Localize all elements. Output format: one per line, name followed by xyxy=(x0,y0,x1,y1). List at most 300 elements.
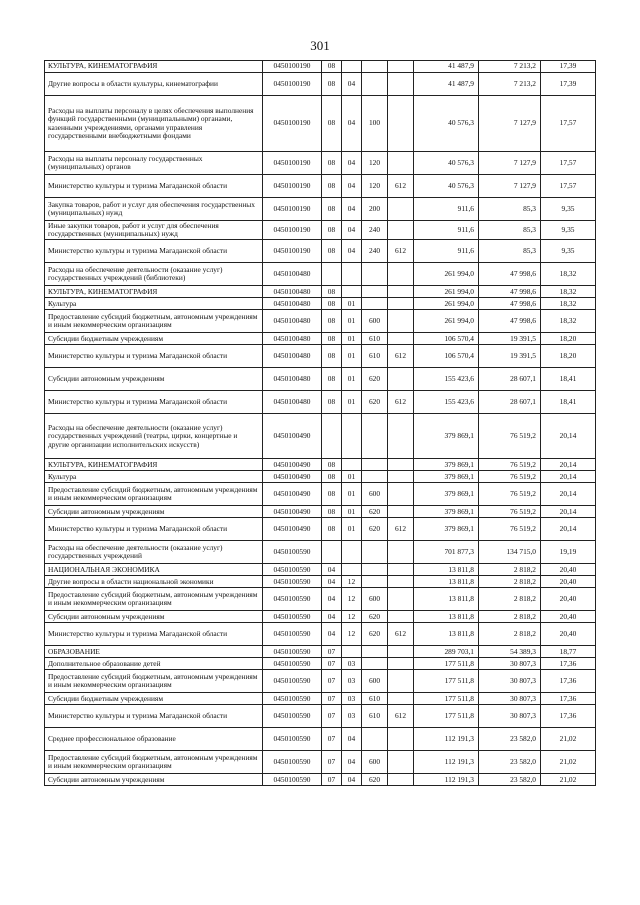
agency-code-cell xyxy=(388,198,414,221)
subsection-cell: 12 xyxy=(342,576,362,588)
table-row xyxy=(45,658,596,670)
planned-amount-cell: 13 811,8 xyxy=(414,564,479,576)
actual-amount-cell: 23 582,0 xyxy=(479,728,541,751)
table-row xyxy=(45,96,596,152)
actual-amount-cell: 23 582,0 xyxy=(479,751,541,774)
actual-amount-cell: 28 607,1 xyxy=(479,391,541,414)
subsection-cell: 04 xyxy=(342,751,362,774)
planned-amount-cell: 13 811,8 xyxy=(414,623,479,646)
target-code-cell: 0450100190 xyxy=(263,240,322,263)
section-cell: 07 xyxy=(322,693,342,705)
agency-code-cell xyxy=(388,61,414,73)
execution-percent-cell: 18,32 xyxy=(541,263,596,286)
target-code-cell: 0450100590 xyxy=(263,705,322,728)
row-name-cell: Министерство культуры и туризма Магаданской области xyxy=(45,391,263,414)
subsection-cell: 03 xyxy=(342,670,362,693)
section-cell xyxy=(322,414,342,459)
agency-code-cell xyxy=(388,459,414,471)
section-cell: 04 xyxy=(322,623,342,646)
table-row xyxy=(45,298,596,310)
row-name-cell: Субсидии автономным учреждениям xyxy=(45,774,263,786)
actual-amount-cell: 7 127,9 xyxy=(479,96,541,152)
actual-amount-cell: 47 998,6 xyxy=(479,298,541,310)
actual-amount-cell: 30 807,3 xyxy=(479,670,541,693)
section-cell xyxy=(322,263,342,286)
section-cell: 08 xyxy=(322,310,342,333)
agency-code-cell xyxy=(388,646,414,658)
actual-amount-cell: 47 998,6 xyxy=(479,286,541,298)
expense-type-cell: 620 xyxy=(362,623,388,646)
target-code-cell: 0450100480 xyxy=(263,286,322,298)
expense-type-cell: 600 xyxy=(362,588,388,611)
subsection-cell xyxy=(342,459,362,471)
execution-percent-cell: 9,35 xyxy=(541,240,596,263)
actual-amount-cell: 2 818,2 xyxy=(479,576,541,588)
execution-percent-cell: 18,41 xyxy=(541,391,596,414)
table-row xyxy=(45,391,596,414)
row-name-cell: НАЦИОНАЛЬНАЯ ЭКОНОМИКА xyxy=(45,564,263,576)
expense-type-cell: 200 xyxy=(362,198,388,221)
planned-amount-cell: 112 191,3 xyxy=(414,728,479,751)
execution-percent-cell: 9,35 xyxy=(541,221,596,240)
expense-type-cell xyxy=(362,263,388,286)
actual-amount-cell: 28 607,1 xyxy=(479,368,541,391)
execution-percent-cell: 17,57 xyxy=(541,175,596,198)
expense-type-cell: 240 xyxy=(362,240,388,263)
actual-amount-cell: 85,3 xyxy=(479,198,541,221)
actual-amount-cell: 47 998,6 xyxy=(479,263,541,286)
section-cell: 08 xyxy=(322,506,342,518)
row-name-cell: Дополнительное образование детей xyxy=(45,658,263,670)
section-cell: 08 xyxy=(322,240,342,263)
table-row xyxy=(45,414,596,459)
agency-code-cell xyxy=(388,588,414,611)
target-code-cell: 0450100590 xyxy=(263,728,322,751)
row-name-cell: Предоставление субсидий бюджетным, автономным учреждениям и иным некоммерческим организациям xyxy=(45,751,263,774)
actual-amount-cell: 76 519,2 xyxy=(479,471,541,483)
row-name-cell: Расходы на обеспечение деятельности (оказание услуг) государственных учреждений (библиотеки) xyxy=(45,263,263,286)
expense-type-cell: 240 xyxy=(362,221,388,240)
section-cell: 04 xyxy=(322,588,342,611)
table-row xyxy=(45,728,596,751)
table-row xyxy=(45,368,596,391)
planned-amount-cell: 41 487,9 xyxy=(414,61,479,73)
execution-percent-cell: 20,40 xyxy=(541,588,596,611)
planned-amount-cell: 379 869,1 xyxy=(414,506,479,518)
target-code-cell: 0450100480 xyxy=(263,391,322,414)
agency-code-cell xyxy=(388,611,414,623)
planned-amount-cell: 13 811,8 xyxy=(414,576,479,588)
expense-type-cell: 620 xyxy=(362,611,388,623)
target-code-cell: 0450100590 xyxy=(263,774,322,786)
actual-amount-cell: 85,3 xyxy=(479,221,541,240)
execution-percent-cell: 17,36 xyxy=(541,670,596,693)
execution-percent-cell: 20,14 xyxy=(541,471,596,483)
execution-percent-cell: 20,14 xyxy=(541,459,596,471)
row-name-cell: КУЛЬТУРА, КИНЕМАТОГРАФИЯ xyxy=(45,61,263,73)
execution-percent-cell: 20,40 xyxy=(541,623,596,646)
expense-type-cell: 600 xyxy=(362,310,388,333)
planned-amount-cell: 112 191,3 xyxy=(414,751,479,774)
planned-amount-cell: 106 570,4 xyxy=(414,345,479,368)
actual-amount-cell: 23 582,0 xyxy=(479,774,541,786)
execution-percent-cell: 17,36 xyxy=(541,693,596,705)
execution-percent-cell: 20,40 xyxy=(541,564,596,576)
actual-amount-cell: 7 127,9 xyxy=(479,175,541,198)
section-cell: 08 xyxy=(322,221,342,240)
expense-type-cell: 620 xyxy=(362,518,388,541)
agency-code-cell xyxy=(388,751,414,774)
execution-percent-cell: 18,32 xyxy=(541,286,596,298)
row-name-cell: Министерство культуры и туризма Магаданской области xyxy=(45,345,263,368)
section-cell: 07 xyxy=(322,728,342,751)
row-name-cell: Субсидии автономным учреждениям xyxy=(45,611,263,623)
row-name-cell: Министерство культуры и туризма Магаданской области xyxy=(45,705,263,728)
section-cell: 08 xyxy=(322,96,342,152)
expense-type-cell xyxy=(362,471,388,483)
agency-code-cell xyxy=(388,286,414,298)
subsection-cell: 01 xyxy=(342,368,362,391)
table-row xyxy=(45,333,596,345)
execution-percent-cell: 21,02 xyxy=(541,728,596,751)
actual-amount-cell: 134 715,0 xyxy=(479,541,541,564)
subsection-cell: 04 xyxy=(342,175,362,198)
table-row xyxy=(45,693,596,705)
planned-amount-cell: 13 811,8 xyxy=(414,611,479,623)
section-cell: 08 xyxy=(322,286,342,298)
section-cell: 08 xyxy=(322,483,342,506)
expense-type-cell xyxy=(362,646,388,658)
execution-percent-cell: 20,40 xyxy=(541,576,596,588)
row-name-cell: Министерство культуры и туризма Магаданской области xyxy=(45,175,263,198)
table-row xyxy=(45,152,596,175)
execution-percent-cell: 17,39 xyxy=(541,73,596,96)
subsection-cell: 04 xyxy=(342,221,362,240)
execution-percent-cell: 17,36 xyxy=(541,658,596,670)
actual-amount-cell: 76 519,2 xyxy=(479,483,541,506)
table-row xyxy=(45,240,596,263)
table-row xyxy=(45,646,596,658)
subsection-cell: 01 xyxy=(342,471,362,483)
expense-type-cell xyxy=(362,286,388,298)
actual-amount-cell: 76 519,2 xyxy=(479,506,541,518)
subsection-cell: 12 xyxy=(342,611,362,623)
target-code-cell: 0450100590 xyxy=(263,541,322,564)
expense-type-cell: 600 xyxy=(362,483,388,506)
section-cell: 07 xyxy=(322,705,342,728)
actual-amount-cell: 2 818,2 xyxy=(479,588,541,611)
agency-code-cell xyxy=(388,541,414,564)
target-code-cell: 0450100590 xyxy=(263,623,322,646)
execution-percent-cell: 20,14 xyxy=(541,518,596,541)
actual-amount-cell: 2 818,2 xyxy=(479,623,541,646)
row-name-cell: Министерство культуры и туризма Магаданской области xyxy=(45,623,263,646)
subsection-cell: 04 xyxy=(342,774,362,786)
section-cell: 08 xyxy=(322,391,342,414)
row-name-cell: Закупка товаров, работ и услуг для обеспечения государственных (муниципальных) нужд xyxy=(45,198,263,221)
table-row xyxy=(45,588,596,611)
planned-amount-cell: 106 570,4 xyxy=(414,333,479,345)
section-cell: 08 xyxy=(322,471,342,483)
agency-code-cell xyxy=(388,728,414,751)
actual-amount-cell: 30 807,3 xyxy=(479,693,541,705)
expense-type-cell: 120 xyxy=(362,152,388,175)
planned-amount-cell: 40 576,3 xyxy=(414,96,479,152)
execution-percent-cell: 18,20 xyxy=(541,333,596,345)
agency-code-cell xyxy=(388,263,414,286)
section-cell: 08 xyxy=(322,198,342,221)
section-cell: 08 xyxy=(322,345,342,368)
section-cell: 08 xyxy=(322,152,342,175)
expense-type-cell xyxy=(362,459,388,471)
table-row xyxy=(45,73,596,96)
row-name-cell: Министерство культуры и туризма Магаданской области xyxy=(45,518,263,541)
agency-code-cell xyxy=(388,310,414,333)
table-row xyxy=(45,541,596,564)
expense-type-cell: 610 xyxy=(362,705,388,728)
planned-amount-cell: 379 869,1 xyxy=(414,414,479,459)
actual-amount-cell: 2 818,2 xyxy=(479,564,541,576)
row-name-cell: КУЛЬТУРА, КИНЕМАТОГРАФИЯ xyxy=(45,459,263,471)
table-row xyxy=(45,61,596,73)
section-cell: 04 xyxy=(322,611,342,623)
section-cell: 08 xyxy=(322,333,342,345)
target-code-cell: 0450100190 xyxy=(263,96,322,152)
row-name-cell: Иные закупки товаров, работ и услуг для обеспечения государственных (муниципальных) нужд xyxy=(45,221,263,240)
planned-amount-cell: 112 191,3 xyxy=(414,774,479,786)
planned-amount-cell: 379 869,1 xyxy=(414,518,479,541)
row-name-cell: Субсидии автономным учреждениям xyxy=(45,368,263,391)
expense-type-cell: 610 xyxy=(362,345,388,368)
agency-code-cell xyxy=(388,564,414,576)
execution-percent-cell: 20,14 xyxy=(541,506,596,518)
expense-type-cell xyxy=(362,541,388,564)
row-name-cell: Среднее профессиональное образование xyxy=(45,728,263,751)
target-code-cell: 0450100190 xyxy=(263,221,322,240)
subsection-cell: 04 xyxy=(342,198,362,221)
planned-amount-cell: 701 877,3 xyxy=(414,541,479,564)
target-code-cell: 0450100480 xyxy=(263,368,322,391)
agency-code-cell xyxy=(388,483,414,506)
budget-table-body xyxy=(45,61,596,786)
section-cell: 07 xyxy=(322,646,342,658)
planned-amount-cell: 41 487,9 xyxy=(414,73,479,96)
planned-amount-cell: 177 511,8 xyxy=(414,670,479,693)
row-name-cell: Культура xyxy=(45,471,263,483)
row-name-cell: Культура xyxy=(45,298,263,310)
row-name-cell: Предоставление субсидий бюджетным, автономным учреждениям и иным некоммерческим организациям xyxy=(45,588,263,611)
section-cell: 07 xyxy=(322,751,342,774)
agency-code-cell xyxy=(388,221,414,240)
actual-amount-cell: 76 519,2 xyxy=(479,518,541,541)
expense-type-cell xyxy=(362,73,388,96)
section-cell: 04 xyxy=(322,564,342,576)
expense-type-cell: 620 xyxy=(362,506,388,518)
expense-type-cell xyxy=(362,576,388,588)
agency-code-cell xyxy=(388,96,414,152)
row-name-cell: Предоставление субсидий бюджетным, автономным учреждениям и иным некоммерческим организациям xyxy=(45,670,263,693)
section-cell: 08 xyxy=(322,175,342,198)
actual-amount-cell: 19 391,5 xyxy=(479,345,541,368)
row-name-cell: Субсидии бюджетным учреждениям xyxy=(45,693,263,705)
actual-amount-cell: 76 519,2 xyxy=(479,414,541,459)
target-code-cell: 0450100490 xyxy=(263,518,322,541)
planned-amount-cell: 261 994,0 xyxy=(414,298,479,310)
expense-type-cell xyxy=(362,658,388,670)
target-code-cell: 0450100490 xyxy=(263,414,322,459)
planned-amount-cell: 177 511,8 xyxy=(414,705,479,728)
target-code-cell: 0450100480 xyxy=(263,310,322,333)
row-name-cell: Расходы на выплаты персоналу в целях обеспечения выполнения функций государственными (муниципальными) органами, казенными учреждениями, органами управления государственными внебюджетными фондами xyxy=(45,96,263,152)
target-code-cell: 0450100190 xyxy=(263,175,322,198)
expense-type-cell xyxy=(362,414,388,459)
planned-amount-cell: 289 703,1 xyxy=(414,646,479,658)
table-row xyxy=(45,670,596,693)
actual-amount-cell: 85,3 xyxy=(479,240,541,263)
row-name-cell: Другие вопросы в области культуры, кинематографии xyxy=(45,73,263,96)
table-row xyxy=(45,623,596,646)
target-code-cell: 0450100490 xyxy=(263,459,322,471)
execution-percent-cell: 18,77 xyxy=(541,646,596,658)
target-code-cell: 0450100490 xyxy=(263,483,322,506)
agency-code-cell xyxy=(388,333,414,345)
target-code-cell: 0450100590 xyxy=(263,658,322,670)
expense-type-cell: 620 xyxy=(362,391,388,414)
execution-percent-cell: 21,02 xyxy=(541,774,596,786)
section-cell: 08 xyxy=(322,518,342,541)
expense-type-cell xyxy=(362,298,388,310)
expense-type-cell xyxy=(362,564,388,576)
target-code-cell: 0450100590 xyxy=(263,693,322,705)
target-code-cell: 0450100190 xyxy=(263,198,322,221)
target-code-cell: 0450100590 xyxy=(263,576,322,588)
subsection-cell: 01 xyxy=(342,506,362,518)
actual-amount-cell: 7 127,9 xyxy=(479,152,541,175)
agency-code-cell xyxy=(388,471,414,483)
execution-percent-cell: 19,19 xyxy=(541,541,596,564)
planned-amount-cell: 40 576,3 xyxy=(414,175,479,198)
subsection-cell xyxy=(342,646,362,658)
planned-amount-cell: 261 994,0 xyxy=(414,286,479,298)
planned-amount-cell: 261 994,0 xyxy=(414,263,479,286)
subsection-cell xyxy=(342,61,362,73)
planned-amount-cell: 379 869,1 xyxy=(414,471,479,483)
table-row xyxy=(45,286,596,298)
target-code-cell: 0450100480 xyxy=(263,298,322,310)
subsection-cell: 01 xyxy=(342,483,362,506)
expense-type-cell xyxy=(362,61,388,73)
table-row xyxy=(45,774,596,786)
planned-amount-cell: 261 994,0 xyxy=(414,310,479,333)
agency-code-cell xyxy=(388,152,414,175)
planned-amount-cell: 379 869,1 xyxy=(414,459,479,471)
table-row xyxy=(45,175,596,198)
planned-amount-cell: 911,6 xyxy=(414,198,479,221)
subsection-cell xyxy=(342,564,362,576)
section-cell xyxy=(322,541,342,564)
expense-type-cell: 610 xyxy=(362,333,388,345)
actual-amount-cell: 54 389,3 xyxy=(479,646,541,658)
planned-amount-cell: 177 511,8 xyxy=(414,693,479,705)
subsection-cell: 03 xyxy=(342,705,362,728)
subsection-cell: 03 xyxy=(342,658,362,670)
agency-code-cell: 612 xyxy=(388,623,414,646)
planned-amount-cell: 13 811,8 xyxy=(414,588,479,611)
table-row xyxy=(45,506,596,518)
subsection-cell xyxy=(342,541,362,564)
table-row xyxy=(45,345,596,368)
subsection-cell: 04 xyxy=(342,152,362,175)
agency-code-cell xyxy=(388,670,414,693)
execution-percent-cell: 17,57 xyxy=(541,152,596,175)
table-row xyxy=(45,263,596,286)
actual-amount-cell: 30 807,3 xyxy=(479,658,541,670)
table-row xyxy=(45,518,596,541)
actual-amount-cell: 19 391,5 xyxy=(479,333,541,345)
row-name-cell: КУЛЬТУРА, КИНЕМАТОГРАФИЯ xyxy=(45,286,263,298)
target-code-cell: 0450100480 xyxy=(263,333,322,345)
execution-percent-cell: 18,20 xyxy=(541,345,596,368)
subsection-cell: 01 xyxy=(342,333,362,345)
row-name-cell: Министерство культуры и туризма Магаданской области xyxy=(45,240,263,263)
subsection-cell: 01 xyxy=(342,298,362,310)
subsection-cell: 04 xyxy=(342,73,362,96)
table-row xyxy=(45,611,596,623)
row-name-cell: Субсидии бюджетным учреждениям xyxy=(45,333,263,345)
execution-percent-cell: 20,40 xyxy=(541,611,596,623)
actual-amount-cell: 7 213,2 xyxy=(479,73,541,96)
subsection-cell: 12 xyxy=(342,623,362,646)
table-row xyxy=(45,310,596,333)
target-code-cell: 0450100590 xyxy=(263,751,322,774)
budget-table xyxy=(44,60,596,786)
target-code-cell: 0450100190 xyxy=(263,73,322,96)
page-number: 301 xyxy=(310,38,330,53)
planned-amount-cell: 155 423,6 xyxy=(414,368,479,391)
target-code-cell: 0450100590 xyxy=(263,564,322,576)
section-cell: 08 xyxy=(322,368,342,391)
agency-code-cell: 612 xyxy=(388,391,414,414)
execution-percent-cell: 17,57 xyxy=(541,96,596,152)
row-name-cell: Расходы на обеспечение деятельности (оказание услуг) государственных учреждений (театры, цирки, концертные и другие организации исполнительских искусств) xyxy=(45,414,263,459)
section-cell: 07 xyxy=(322,670,342,693)
planned-amount-cell: 911,6 xyxy=(414,221,479,240)
subsection-cell xyxy=(342,414,362,459)
agency-code-cell xyxy=(388,774,414,786)
agency-code-cell xyxy=(388,368,414,391)
expense-type-cell: 620 xyxy=(362,774,388,786)
section-cell: 07 xyxy=(322,774,342,786)
planned-amount-cell: 155 423,6 xyxy=(414,391,479,414)
target-code-cell: 0450100480 xyxy=(263,345,322,368)
actual-amount-cell: 7 213,2 xyxy=(479,61,541,73)
execution-percent-cell: 18,32 xyxy=(541,310,596,333)
subsection-cell xyxy=(342,263,362,286)
execution-percent-cell: 21,02 xyxy=(541,751,596,774)
expense-type-cell: 600 xyxy=(362,751,388,774)
table-row xyxy=(45,198,596,221)
section-cell: 04 xyxy=(322,576,342,588)
execution-percent-cell: 17,39 xyxy=(541,61,596,73)
execution-percent-cell: 18,41 xyxy=(541,368,596,391)
subsection-cell: 12 xyxy=(342,588,362,611)
target-code-cell: 0450100590 xyxy=(263,670,322,693)
row-name-cell: Другие вопросы в области национальной экономики xyxy=(45,576,263,588)
planned-amount-cell: 379 869,1 xyxy=(414,483,479,506)
table-row xyxy=(45,705,596,728)
agency-code-cell xyxy=(388,506,414,518)
subsection-cell: 04 xyxy=(342,240,362,263)
